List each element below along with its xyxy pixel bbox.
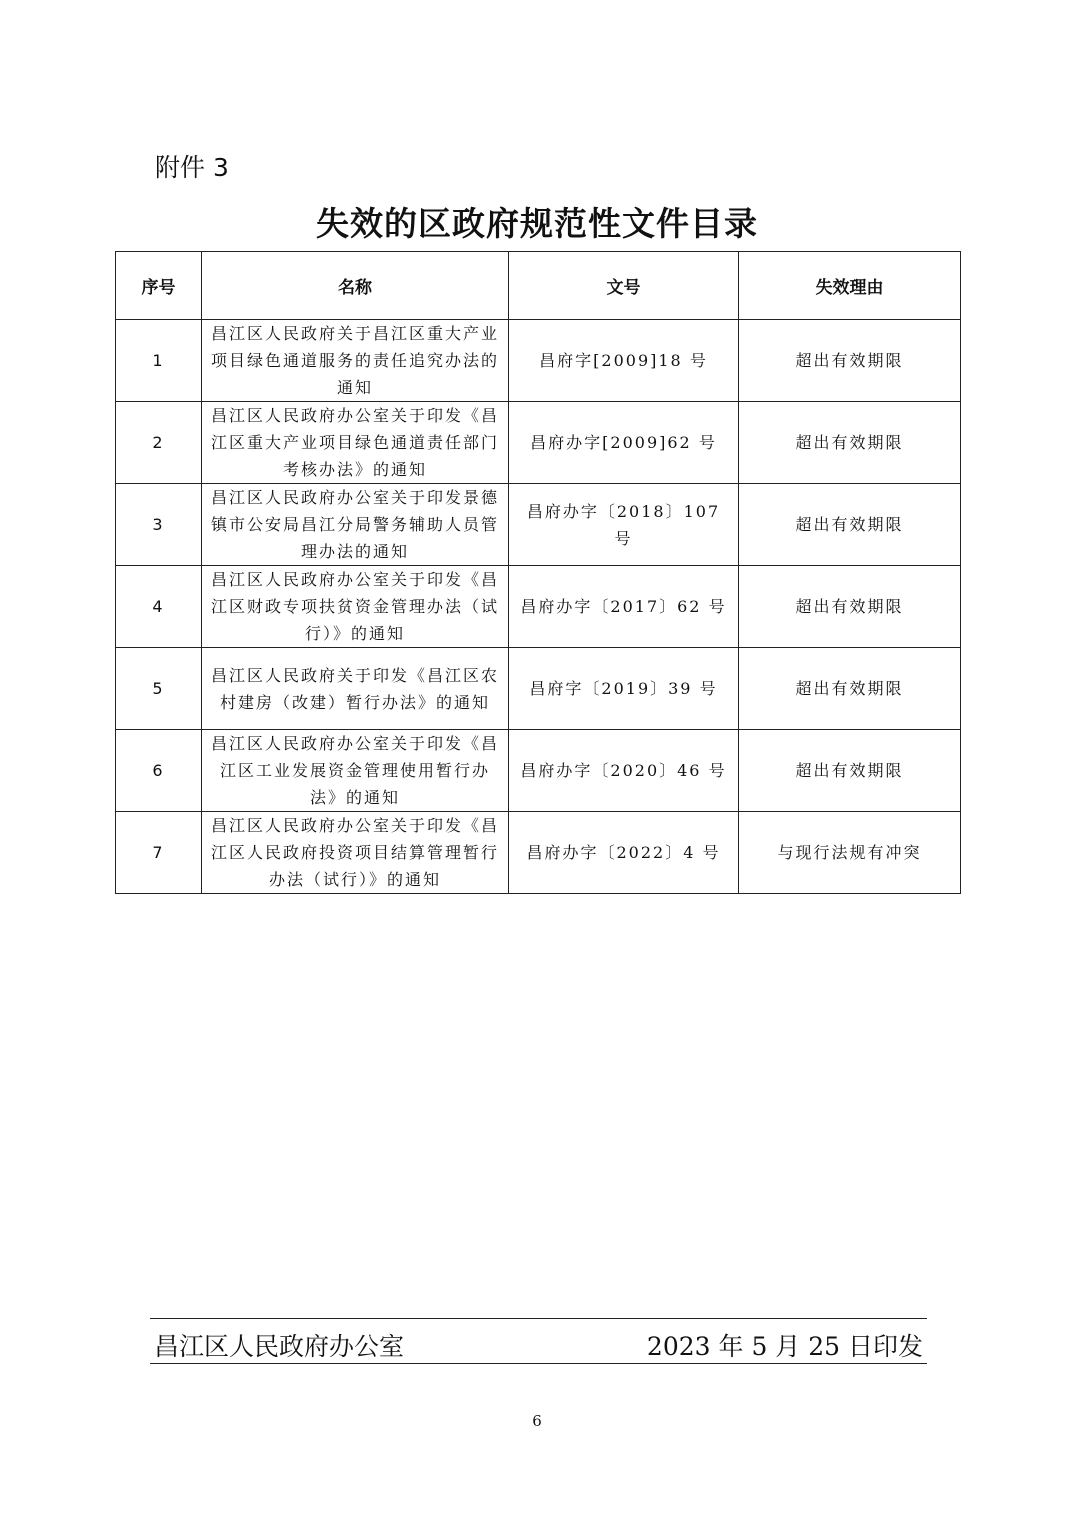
- table-row: [116, 484, 961, 566]
- row-name: 昌江区人民政府办公室关于印发《昌江区重大产业项目绿色通道责任部门考核办法》的通知: [202, 402, 509, 484]
- row-doc-number: 昌府办字〔2022〕4 号: [509, 812, 739, 894]
- row-name: 昌江区人民政府关于昌江区重大产业项目绿色通道服务的责任追究办法的通知: [202, 320, 509, 402]
- row-reason: 超出有效期限: [739, 648, 961, 730]
- issue-date: 2023 年 5 月 25 日印发: [646, 1332, 923, 1361]
- row-name: 昌江区人民政府关于印发《昌江区农村建房（改建）暂行办法》的通知: [202, 648, 509, 730]
- row-name: 昌江区人民政府办公室关于印发《昌江区人民政府投资项目结算管理暂行办法（试行）》的通知: [202, 812, 509, 894]
- page-number: 6: [532, 1412, 542, 1430]
- row-reason: 超出有效期限: [739, 566, 961, 648]
- row-reason: 超出有效期限: [739, 730, 961, 812]
- row-serial: 5: [116, 648, 202, 730]
- header-reason: 失效理由: [739, 252, 961, 320]
- attachment-label: 附件 3: [155, 153, 229, 182]
- row-doc-number: 昌府办字〔2020〕46 号: [509, 730, 739, 812]
- row-serial: 4: [116, 566, 202, 648]
- row-reason: 超出有效期限: [739, 484, 961, 566]
- row-doc-number: 昌府办字〔2017〕62 号: [509, 566, 739, 648]
- row-reason: 与现行法规有冲突: [739, 812, 961, 894]
- header-name: 名称: [202, 252, 509, 320]
- row-doc-number: 昌府办字[2009]62 号: [509, 402, 739, 484]
- row-serial: 6: [116, 730, 202, 812]
- row-name: 昌江区人民政府办公室关于印发《昌江区工业发展资金管理使用暂行办法》的通知: [202, 730, 509, 812]
- table-header-row: [116, 252, 961, 320]
- row-doc-number: 昌府办字〔2018〕107 号: [509, 484, 739, 566]
- issuance-footer: [150, 1318, 927, 1364]
- row-doc-number: 昌府字[2009]18 号: [509, 320, 739, 402]
- table-row: [116, 648, 961, 730]
- row-serial: 3: [116, 484, 202, 566]
- row-name: 昌江区人民政府办公室关于印发景德镇市公安局昌江分局警务辅助人员管理办法的通知: [202, 484, 509, 566]
- table-row: [116, 566, 961, 648]
- table-row: [116, 320, 961, 402]
- document-title: 失效的区政府规范性文件目录: [316, 204, 758, 243]
- row-serial: 1: [116, 320, 202, 402]
- expired-documents-table: [115, 251, 961, 894]
- header-doc-number: 文号: [509, 252, 739, 320]
- row-reason: 超出有效期限: [739, 402, 961, 484]
- header-serial: 序号: [116, 252, 202, 320]
- row-serial: 2: [116, 402, 202, 484]
- table-row: [116, 402, 961, 484]
- row-reason: 超出有效期限: [739, 320, 961, 402]
- row-serial: 7: [116, 812, 202, 894]
- table-row: [116, 730, 961, 812]
- row-doc-number: 昌府字〔2019〕39 号: [509, 648, 739, 730]
- issuing-office: 昌江区人民政府办公室: [154, 1332, 405, 1361]
- table-row: [116, 812, 961, 894]
- row-name: 昌江区人民政府办公室关于印发《昌江区财政专项扶贫资金管理办法（试行）》的通知: [202, 566, 509, 648]
